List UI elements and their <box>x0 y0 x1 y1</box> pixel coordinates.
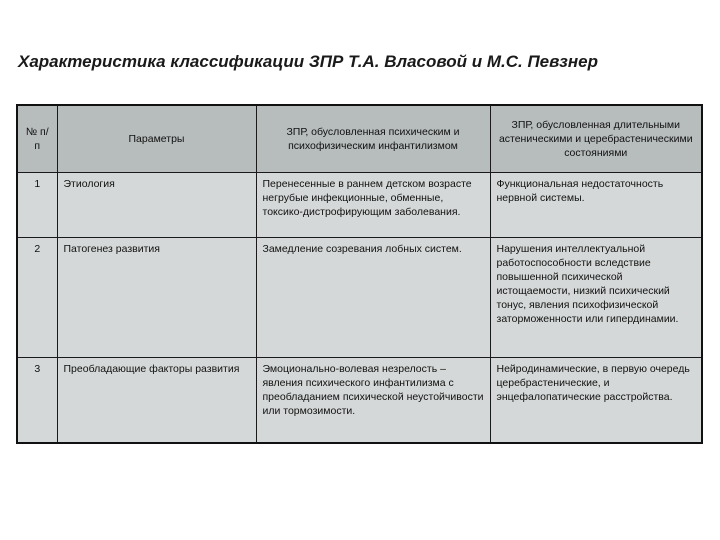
row-asthenic: Нейродинамические, в первую очередь церебрастенические, и энцефалопатические расстройства. <box>490 358 702 444</box>
table-header-row <box>17 105 702 173</box>
header-infantilism: ЗПР, обусловленная психическим и психофизическим инфантилизмом <box>256 105 490 173</box>
slide-title: Характеристика классификации ЗПР Т.А. Власовой и М.С. Певзнер <box>18 52 598 71</box>
row-parameter: Этиология <box>57 173 256 238</box>
row-number: 2 <box>17 238 57 358</box>
header-asthenic: ЗПР, обусловленная длительными астеническими и церебрастеническими состояниями <box>490 105 702 173</box>
header-parameters: Параметры <box>57 105 256 173</box>
row-number: 1 <box>17 173 57 238</box>
row-asthenic: Функциональная недостаточность нервной системы. <box>490 173 702 238</box>
row-infantilism: Замедление созревания лобных систем. <box>256 238 490 358</box>
header-number: № п/п <box>17 105 57 173</box>
table-row <box>17 173 702 238</box>
row-infantilism: Перенесенные в раннем детском возрасте негрубые инфекционные, обменные, токсико-дистрофирующим заболевания. <box>256 173 490 238</box>
row-parameter: Патогенез развития <box>57 238 256 358</box>
row-asthenic: Нарушения интеллектуальной работоспособности вследствие повышенной психической истощаемости, низкий психический тонус, явления психофизической заторможенности или гипердинамии. <box>490 238 702 358</box>
row-number: 3 <box>17 358 57 444</box>
row-parameter: Преобладающие факторы развития <box>57 358 256 444</box>
classification-table <box>16 104 703 444</box>
table-row <box>17 238 702 358</box>
table-row <box>17 358 702 444</box>
row-infantilism: Эмоционально-волевая незрелость – явления психического инфантилизма с преобладанием психической неустойчивости или тормозимости. <box>256 358 490 444</box>
